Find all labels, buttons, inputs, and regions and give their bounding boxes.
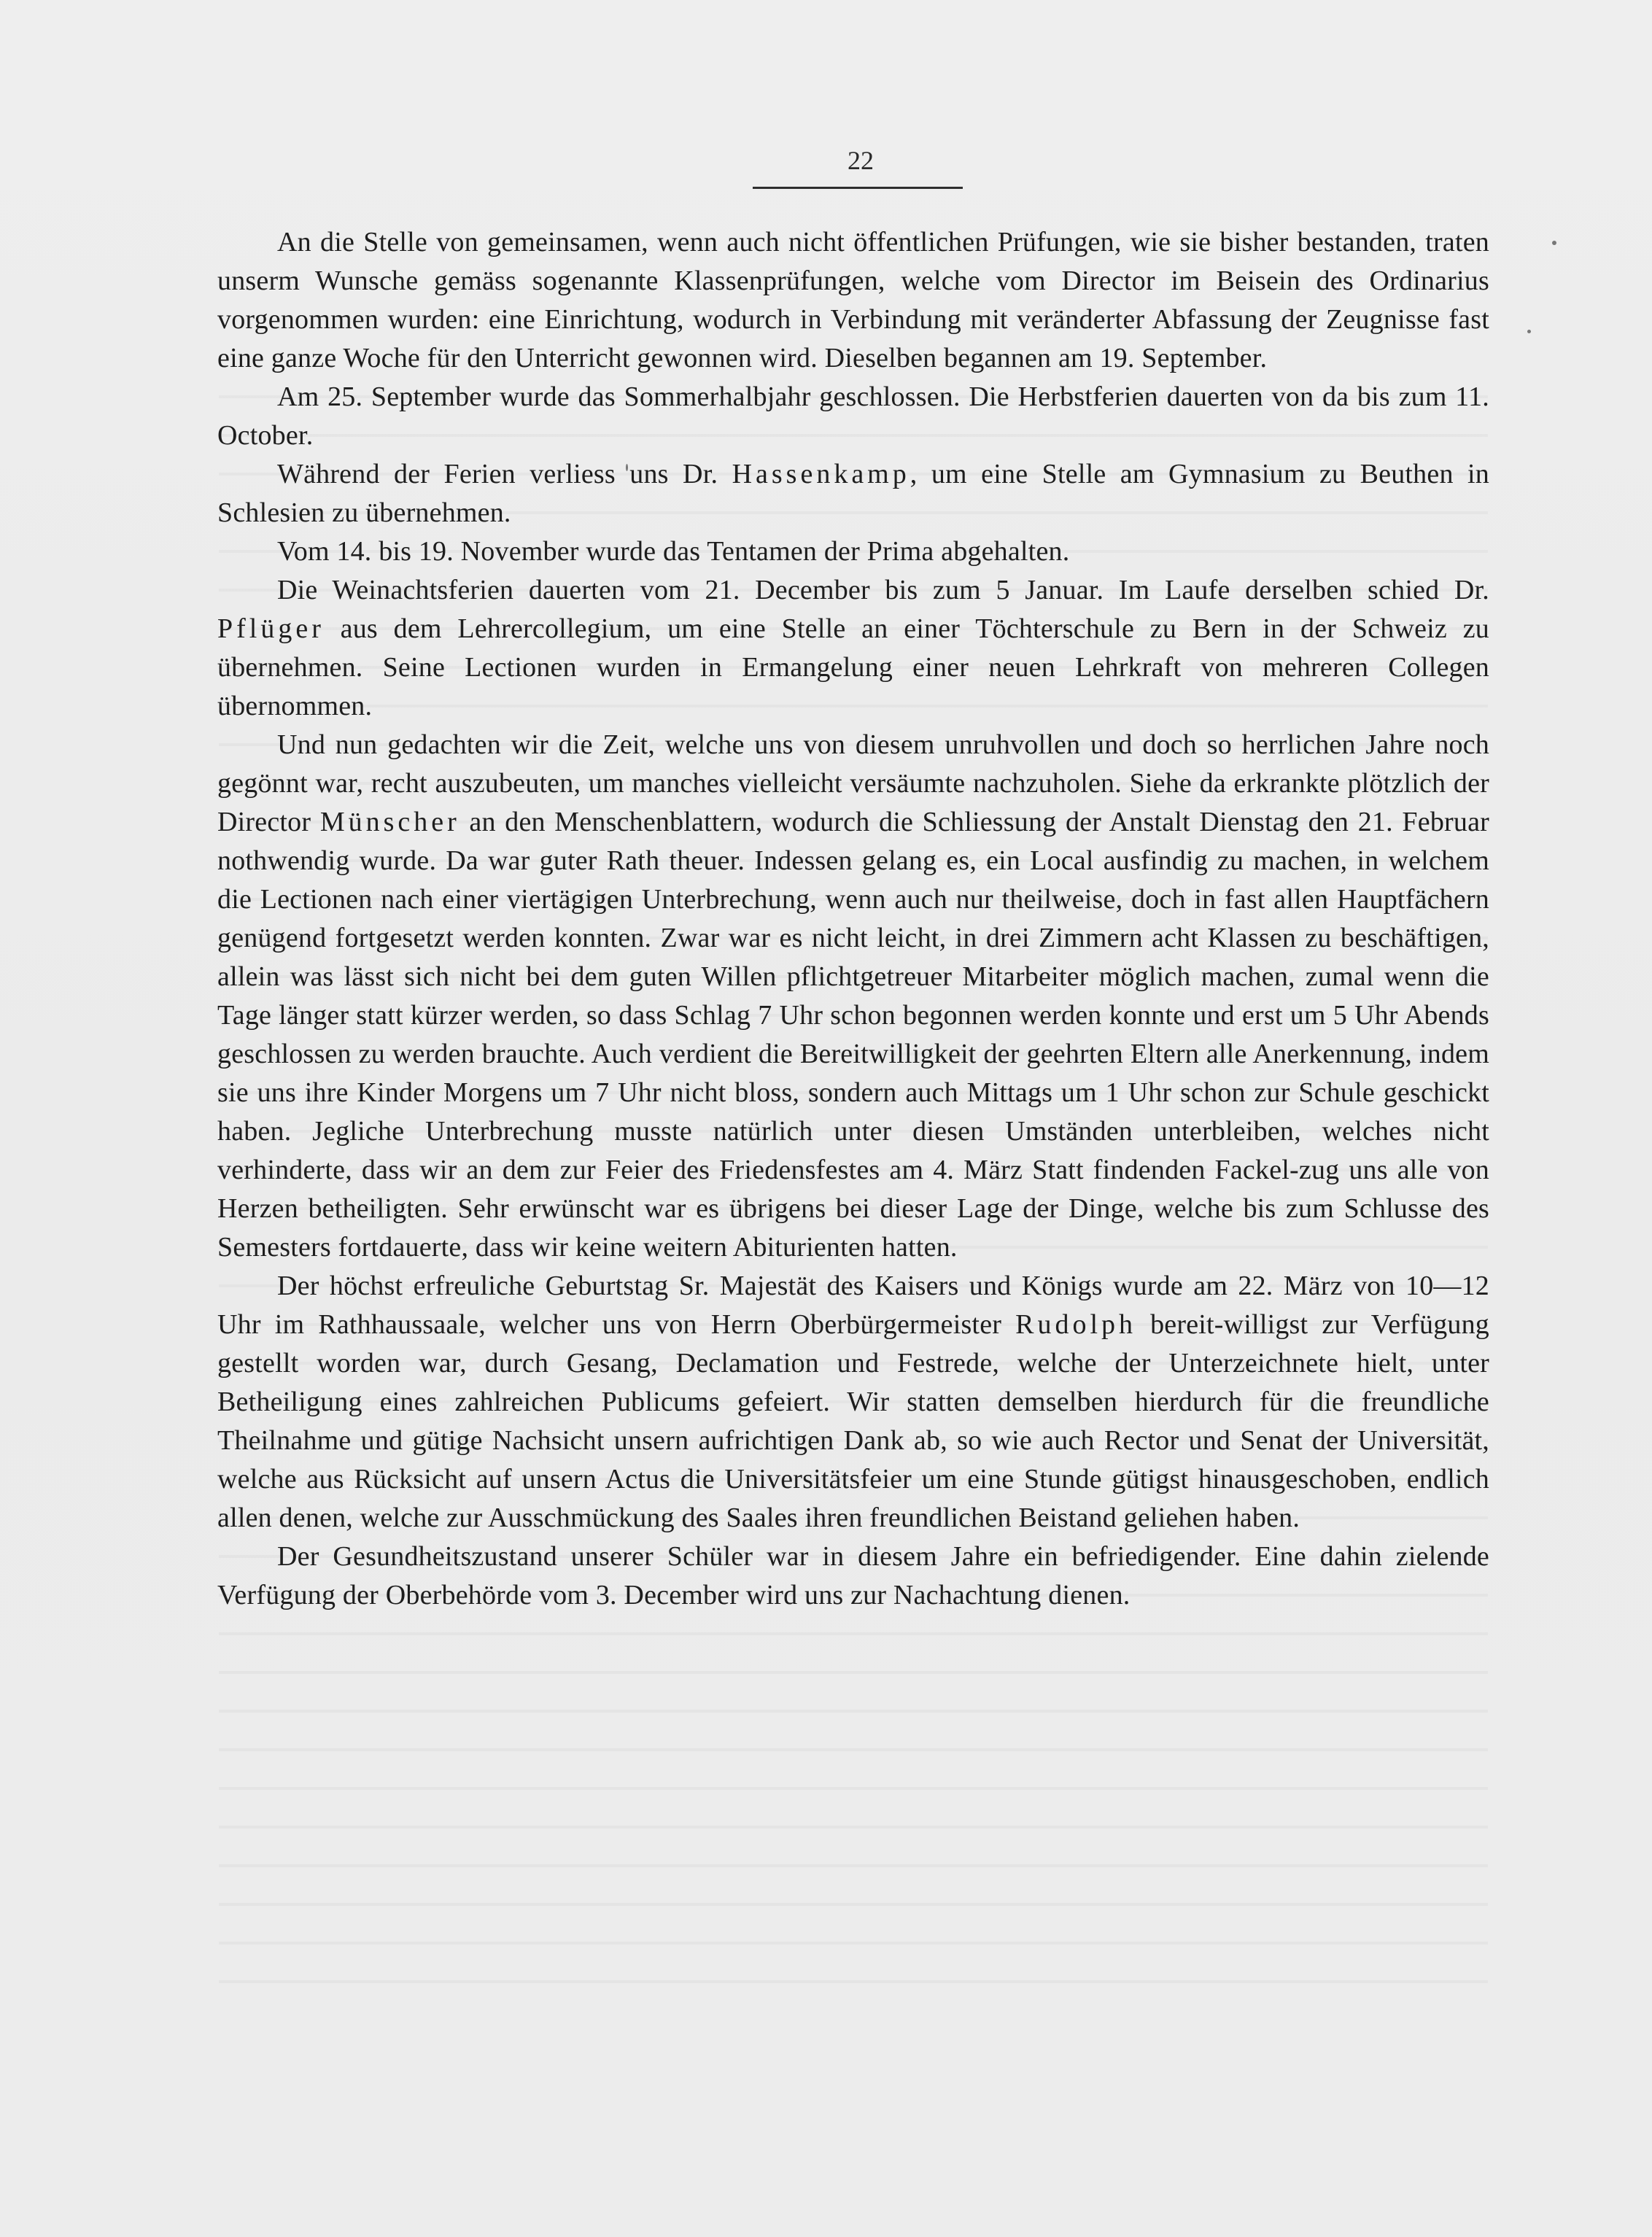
person-name: Rudolph xyxy=(1015,1309,1137,1340)
paragraph-closure xyxy=(217,726,1489,1267)
paragraph-text: Und nun gedachten wir die Zeit, welche uns von diesem unruhvollen und doch so herrlichen Jahre noch gegönnt war, recht auszubeuten, um manches vielleicht versäumte nachzuholen. Siehe da erkrankte plötzlich der Director xyxy=(217,729,1489,837)
paragraph-health xyxy=(217,1538,1489,1615)
paragraph-text: , um eine Stelle am Gymnasium zu Beuthen in Schlesien zu übernehmen. xyxy=(217,459,1489,528)
paragraph-text: bereit-willigst zur Verfügung gestellt worden war, durch Gesang, Declamation und Festrede, welche der Unterzeichnete hielt, unter Betheiligung eines zahlreichen Publicums gefeiert. Wir statten demselben hierdurch für die freundliche Theilnahme und gütige Nachsicht unsern aufrichtigen Dank ab, so wie auch Rector und Senat der Universität, welche aus Rücksicht auf unsern Actus die Universitätsfeier um eine Stunde gütigst hinausgeschoben, endlich allen denen, welche zur Ausschmückung des Saales ihren freundlichen Beistand geliehen haben. xyxy=(217,1309,1489,1533)
paragraph-exams xyxy=(217,223,1489,378)
person-name: Pflüger xyxy=(217,613,325,644)
paragraph-birthday xyxy=(217,1267,1489,1538)
paragraph-text: an den Menschenblattern, wodurch die Schliessung der Anstalt Dienstag den 21. Februar nothwendig wurde. Da war guter Rath theuer. Indessen gelang es, ein Local ausfindig zu machen, in welchem die Lectionen nach einer viertägigen Unterbrechung, wenn auch nur theilweise, doch in fast allen Hauptfächern genügend fortgesetzt werden konnten. Zwar war es nicht leicht, in drei Zimmern acht Klassen zu beschäftigen, allein was lässt sich nicht bei dem guten Willen pflichtgetreuer Mitarbeiter möglich machen, zumal wenn die Tage länger statt kürzer werden, so dass Schlag 7 Uhr schon begonnen werden konnte und erst um 5 Uhr Abends geschlossen zu werden brauchte. Auch verdient die Bereitwilligkeit der geehrten Eltern alle Anerkennung, indem sie uns ihre Kinder Morgens um 7 Uhr nicht bloss, sondern auch Mittags um 1 Uhr schon zur Schule geschickt haben. Jegliche Unterbrechung musste natürlich unter diesen Umständen unterbleiben, welches nicht verhinderte, dass wir an dem zur Feier des Friedensfestes am 4. März Statt findenden Fackel-zug uns alle von Herzen betheiligten. Sehr erwünscht war es übrigens bei dieser Lage der Dinge, welche bis zum Schlusse des Semesters fortdauerte, dass wir keine weitern Abiturienten hatten. xyxy=(217,807,1489,1263)
paragraph-text: Die Weinachtsferien dauerten vom 21. December bis zum 5 Januar. Im Laufe derselben schied Dr. xyxy=(277,575,1489,605)
paragraph-text: Während der Ferien verliess uns Dr. xyxy=(277,459,732,489)
speck-mark xyxy=(1552,241,1556,245)
speck-mark xyxy=(1527,330,1531,333)
paragraph-text: aus dem Lehrercollegium, um eine Stelle an einer Töchterschule zu Bern in der Schweiz zu übernehmen. Seine Lectionen wurden in Ermangelung einer neuen Lehrkraft von mehreren Collegen übernommen. xyxy=(217,613,1489,721)
paragraph-text: Der Gesundheitszustand unserer Schüler war in diesem Jahre ein befriedigender. Eine dahin zielende Verfügung der Oberbehörde vom 3. December wird uns zur Nachachtung dienen. xyxy=(217,1541,1489,1610)
paragraph-text: Am 25. September wurde das Sommerhalbjahr geschlossen. Die Herbstferien dauerten von da bis zum 11. October. xyxy=(217,381,1489,451)
paragraph-summer-term xyxy=(217,378,1489,455)
body-text xyxy=(217,223,1489,1615)
paragraph-tentamen xyxy=(217,532,1489,571)
paragraph-text: Der höchst erfreuliche Geburtstag Sr. Majestät des Kaisers und Königs wurde am 22. März von 10—12 Uhr im Rathhaussaale, welcher uns von Herrn Oberbürgermeister xyxy=(217,1271,1489,1340)
page-number: 22 xyxy=(848,146,874,175)
paragraph-hassenkamp xyxy=(217,455,1489,532)
header-rule xyxy=(753,187,963,189)
paragraph-text: Vom 14. bis 19. November wurde das Tentamen der Prima abgehalten. xyxy=(277,536,1070,567)
paragraph-christmas xyxy=(217,571,1489,726)
person-name: Hassenkamp xyxy=(732,459,910,489)
person-name: Münscher xyxy=(319,807,460,837)
paragraph-text: An die Stelle von gemeinsamen, wenn auch nicht öffentlichen Prüfungen, wie sie bisher bestanden, traten unserm Wunsche gemäss sogenannte Klassenprüfungen, welche vom Director im Beisein des Ordinarius vorgenommen wurden: eine Einrichtung, wodurch in Verbindung mit veränderter Abfassung der Zeugnisse fast eine ganze Woche für den Unterricht gewonnen wird. Dieselben begannen am 19. September. xyxy=(217,227,1489,373)
